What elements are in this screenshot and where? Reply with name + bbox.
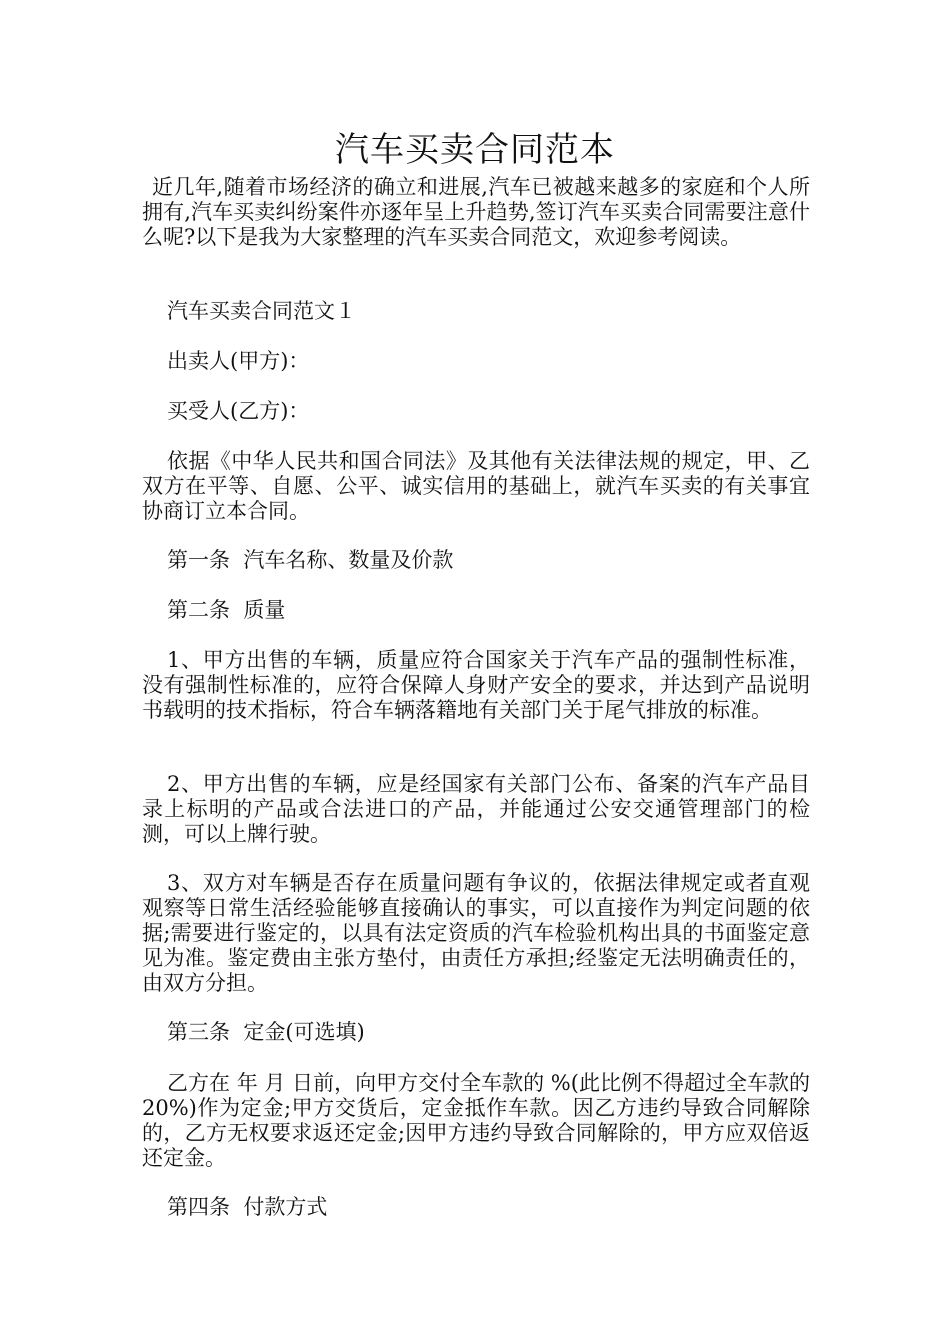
sample-heading: 汽车买卖合同范文１ — [167, 299, 356, 323]
deposit-paragraph: 乙方在 年 月 日前，向甲方交付全车款的 %(此比例不得超过全车款的20%)作为定金;甲方交货后，定金抵作车款。因乙方违约导致合同解除的，乙方无权要求返还定金;因甲方违约导致合同解除的，甲方应双倍返还定金。 — [142, 1071, 810, 1170]
article-2-heading: 第二条 质量 — [167, 598, 286, 622]
seller-line: 出卖人(甲方)： — [167, 349, 310, 373]
intro-paragraph: 近几年,随着市场经济的确立和进展,汽车已被越来越多的家庭和个人所拥有,汽车买卖纠纷案件亦逐年呈上升趋势,签订汽车买卖合同需要注意什么呢?以下是我为大家整理的汽车买卖合同范文，欢迎参考阅读。 — [142, 175, 810, 249]
clause-1-paragraph: 1、甲方出售的车辆，质量应符合国家关于汽车产品的强制性标准，没有强制性标准的，应符合保障人身财产安全的要求，并达到产品说明书载明的技术指标，符合车辆落籍地有关部门关于尾气排放的标准。 — [142, 648, 810, 722]
article-4-heading: 第四条 付款方式 — [167, 1195, 328, 1219]
basis-paragraph: 依据《中华人民共和国合同法》及其他有关法律法规的规定，甲、乙双方在平等、自愿、公平、诚实信用的基础上，就汽车买卖的有关事宜协商订立本合同。 — [142, 449, 810, 523]
document-title: 汽车买卖合同范本 — [335, 130, 615, 170]
clause-2-paragraph: 2、甲方出售的车辆，应是经国家有关部门公布、备案的汽车产品目录上标明的产品或合法进口的产品，并能通过公安交通管理部门的检测，可以上牌行驶。 — [142, 772, 810, 846]
clause-3-paragraph: 3、双方对车辆是否存在质量问题有争议的，依据法律规定或者直观观察等日常生活经验能够直接确认的事实，可以直接作为判定问题的依据;需要进行鉴定的，以具有法定资质的汽车检验机构出具的书面鉴定意见为准。鉴定费由主张方垫付，由责任方承担;经鉴定无法明确责任的，由双方分担。 — [142, 871, 810, 995]
article-3-heading: 第三条 定金(可选填) — [167, 1020, 365, 1044]
article-1-heading: 第一条 汽车名称、数量及价款 — [167, 548, 454, 572]
buyer-line: 买受人(乙方)： — [167, 399, 310, 423]
